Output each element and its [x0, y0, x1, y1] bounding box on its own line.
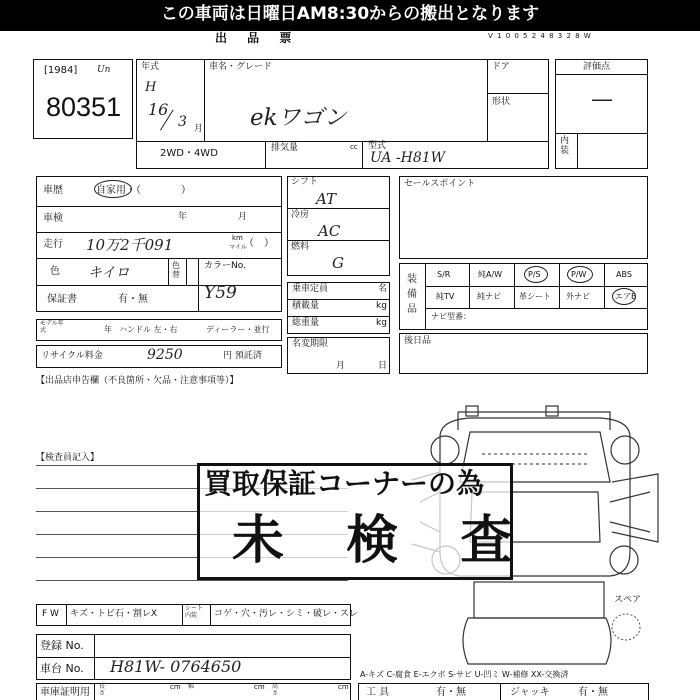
defect-legend: A-キズ C-腐食 E-エクボ S-サビ U-凹ミ W-補修 XX-交換済 [360, 670, 569, 679]
equip-leather: 革シート [519, 292, 551, 301]
equip-pw: P/W [571, 270, 587, 279]
model-year-label: モデル年式 [40, 320, 64, 334]
supplement-label: 後日品 [404, 336, 432, 346]
header-id-code: V 1 0 0 5 2 4 8 3 2 8 W [488, 32, 592, 40]
fuel-value: G [332, 254, 344, 272]
equip-pw-circle [567, 266, 593, 283]
seat-interior-label: シート内装 [185, 605, 204, 619]
equip-ps: P/S [528, 270, 541, 279]
spare-label: スペア [614, 595, 642, 605]
name-change-day: 日 [378, 361, 388, 371]
sales-point-label: セールスポイント [404, 179, 476, 189]
equip-pure-tv: 純TV [436, 292, 455, 301]
ac-label: 冷房 [291, 210, 310, 220]
garage-cert-height-unit: cm [338, 683, 349, 691]
stamp-line1: 買取保証コーナーの為 [204, 467, 485, 500]
capacity-label-0: 乗車定員 [292, 284, 329, 294]
handle-options: ハンドル 左・右 [119, 325, 178, 334]
jack-options: 有・無 [578, 687, 608, 698]
inspector-label: 【検査員記入】 [36, 453, 100, 463]
capacity-unit-2: kg [376, 318, 387, 328]
color-no-label: カラーNo. [204, 261, 246, 271]
recycle-value: 9250 [147, 347, 183, 363]
equip-abs: ABS [616, 270, 632, 279]
garage-cert-width-unit: cm [254, 683, 265, 691]
shape-label: 形状 [492, 97, 511, 107]
registration-label: 登録 No. [40, 639, 84, 652]
garage-cert-height: 高さ [272, 683, 279, 697]
inspection-year-unit: 年 [178, 212, 188, 222]
equip-ps-circle [524, 266, 548, 283]
banner-text: この車両は日曜日AM8:30からの搬出となります [160, 4, 540, 24]
garage-cert-long-unit: cm [170, 683, 181, 691]
jack-label: ジャッキ [510, 687, 550, 698]
mileage-paren: （ ） [244, 238, 274, 249]
color-changed-label: 色替 [172, 261, 180, 279]
model-value: UA -H81W [370, 150, 446, 166]
interior-defects: コゲ・穴・汚レ・シミ・破レ・スレ [214, 609, 359, 619]
displacement-unit: cc [350, 143, 358, 151]
capacity-unit-1: kg [376, 301, 387, 311]
equip-airbag: エアB [615, 292, 637, 301]
interior-label: 内装 [560, 136, 570, 156]
warranty-options: 有・無 [118, 294, 148, 305]
seller-notes-label: 【出品店申告欄（不良箇所・欠品・注意事項等）】 [36, 376, 239, 386]
history-label: 車歴 [43, 185, 63, 196]
fw-defects: キズ・トビ石・割レX [70, 609, 157, 619]
shift-label: シフト [291, 177, 319, 187]
chassis-label: 車台 No. [40, 662, 84, 675]
fuel-label: 燃料 [291, 242, 310, 252]
capacity-label-2: 総重量 [292, 318, 320, 328]
name-change-label: 名変期限 [292, 339, 329, 349]
garage-cert-width: 幅 [188, 683, 195, 690]
equip-ext-navi: 外ナビ [566, 292, 590, 301]
mileage-unit-mile: マイル [229, 244, 247, 251]
garage-cert-label: 車庫証明用 [40, 687, 90, 698]
capacity-label-1: 積載量 [292, 301, 320, 311]
supplement-block [399, 333, 648, 374]
color-no-value: Y59 [204, 283, 237, 303]
name-label: 車名・グレード [209, 62, 273, 72]
chassis-value: H81W- 0764650 [110, 657, 242, 676]
equip-sr: S/R [437, 270, 451, 279]
tools-label: 工 具 [366, 687, 390, 698]
evaluation-value: — [591, 87, 613, 112]
lot-unit-mark: Un [97, 65, 111, 75]
year-month-value: 3 [178, 114, 187, 130]
equip-pure-aw: 純A/W [478, 270, 503, 279]
inspection-month-unit: 月 [238, 212, 248, 222]
inspection-label: 車検 [43, 213, 63, 224]
history-value: 自家用・（ ） [96, 185, 191, 196]
fw-label: F W [42, 609, 59, 619]
name-change-month: 月 [336, 361, 346, 371]
equipment-label: 装備品 [407, 274, 417, 315]
year-value: 16 [148, 100, 169, 119]
color-label: 色 [50, 266, 60, 277]
sheet-title: 出 品 票 [215, 31, 300, 45]
year-era: H [145, 80, 157, 95]
mileage-value: 10万2千091 [86, 236, 174, 254]
dealer-options: ディーラー・並行 [206, 325, 270, 334]
mileage-label: 走行 [43, 239, 63, 250]
mileage-unit-km: km [232, 234, 243, 242]
lot-number: 80351 [46, 92, 122, 122]
shift-value: AT [316, 190, 337, 208]
tools-options: 有・無 [436, 687, 466, 698]
model-year-unit: 年 [104, 325, 112, 334]
year-label: 年式 [141, 62, 160, 72]
drive-options: 2WD・4WD [160, 148, 218, 159]
recycle-label: リサイクル料金 [41, 351, 103, 361]
stamp-line2: 未 検 査 [232, 510, 535, 571]
history-circle [94, 180, 132, 198]
equip-pure-navi: 純ナビ [477, 292, 501, 301]
warranty-label: 保証書 [47, 294, 77, 305]
spare-tire-icon [610, 612, 642, 642]
model-label: 型式 [368, 141, 387, 151]
color-value: キイロ [88, 265, 130, 281]
navi-model-label: ナビ型番： [431, 312, 471, 321]
name-value: ekワゴン [250, 105, 347, 131]
capacity-unit-0: 名 [378, 284, 388, 294]
recycle-unit: 円 預託済 [223, 351, 262, 361]
evaluation-label: 評価点 [583, 62, 611, 72]
garage-cert-long: 長さ [99, 683, 106, 697]
lot-code: [1984] [44, 65, 78, 76]
door-label: ドア [492, 62, 510, 72]
year-month-label: 月 [194, 124, 204, 134]
displacement-label: 排気量 [271, 143, 299, 153]
ac-value: AC [318, 222, 341, 240]
equip-airbag-circle [612, 288, 636, 305]
